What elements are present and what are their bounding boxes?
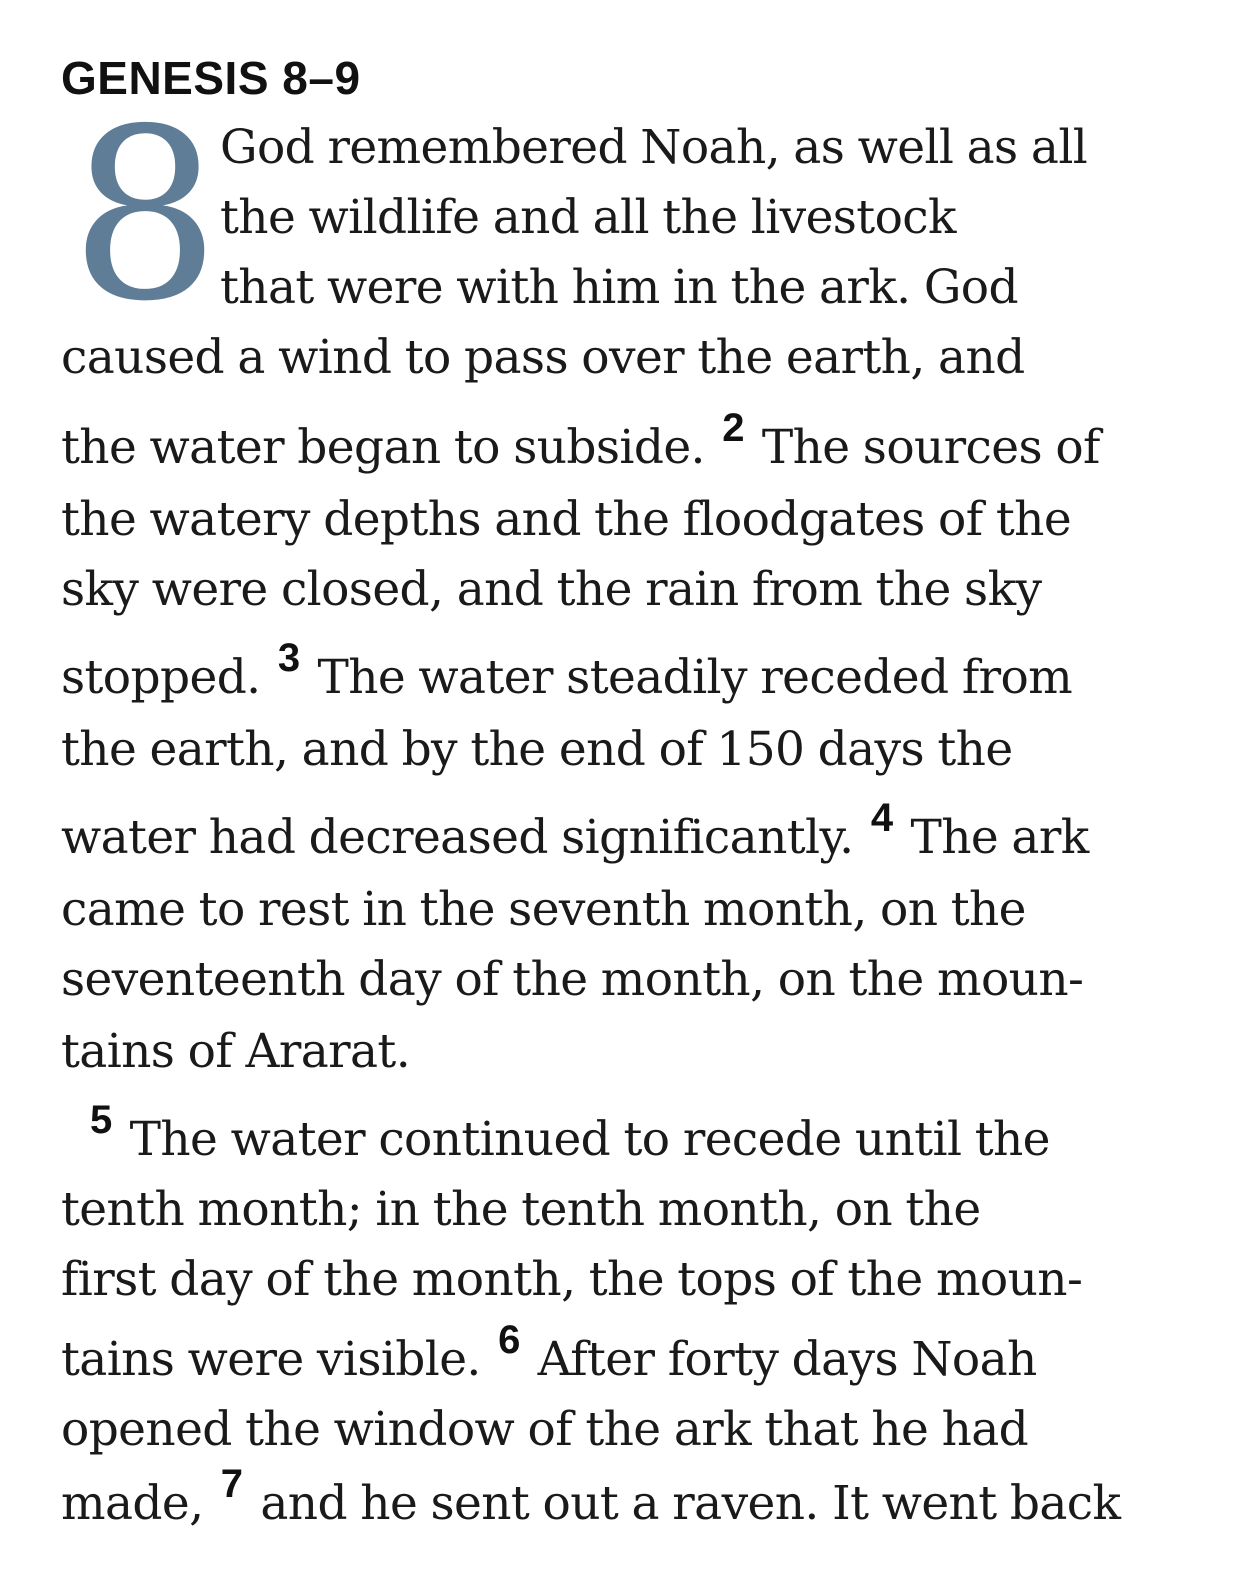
text-line <box>220 258 1018 318</box>
verse-text: After forty days Noah <box>524 1332 1037 1387</box>
verse-text: The water steadily receded from <box>304 650 1073 705</box>
text-line <box>61 720 1013 780</box>
verse-text: water had decreased significantly. <box>61 810 867 865</box>
text-line <box>61 1022 410 1082</box>
verse-text: the wildlife and all the livestock <box>220 190 956 245</box>
text-line <box>61 950 1083 1010</box>
verse-text: sky were closed, and the rain from the sky <box>61 562 1042 617</box>
verse-text: and he sent out a raven. It went back <box>247 1476 1121 1531</box>
text-line <box>61 560 1041 620</box>
verse-number: 5 <box>90 1098 113 1142</box>
text-line <box>220 188 956 248</box>
text-line <box>61 636 1073 710</box>
verse-text: The ark <box>897 810 1089 865</box>
verse-number: 6 <box>498 1318 521 1362</box>
verse-text: stopped. <box>61 650 274 705</box>
chapter-heading: GENESIS 8–9 <box>61 52 361 104</box>
verse-text: The water continued to recede until the <box>116 1112 1050 1167</box>
verse-number: 2 <box>722 406 745 450</box>
text-line <box>86 1098 1050 1172</box>
verse-number: 4 <box>870 796 894 840</box>
verse-text: that were with him in the ark. God <box>220 260 1018 315</box>
verse-text: the watery depths and the floodgates of the <box>61 492 1072 547</box>
verse-text: caused a wind to pass over the earth, and <box>61 330 1025 385</box>
verse-text: came to rest in the seventh month, on the <box>61 882 1026 937</box>
text-line <box>61 406 1100 480</box>
verse-number: 7 <box>220 1462 244 1506</box>
verse-text: God remembered Noah, as well as all <box>220 120 1088 175</box>
verse-text: tenth month; in the tenth month, on the <box>61 1182 981 1237</box>
verse-text: tains of Ararat. <box>61 1024 411 1079</box>
text-line <box>61 1462 1121 1536</box>
text-line <box>61 1318 1037 1392</box>
text-line <box>61 328 1025 388</box>
chapter-drop-cap: 8 <box>70 78 221 353</box>
verse-number: 3 <box>277 636 301 680</box>
verse-text: made, <box>61 1476 217 1531</box>
text-line <box>61 796 1089 870</box>
text-line <box>61 490 1071 550</box>
verse-text: seventeenth day of the month, on the moun- <box>61 952 1084 1007</box>
text-line <box>61 1180 981 1240</box>
text-line <box>220 118 1087 178</box>
verse-text: opened the window of the ark that he had <box>61 1402 1029 1457</box>
verse-text: the earth, and by the end of 150 days the <box>61 722 1013 777</box>
verse-text: tains were visible. <box>61 1332 495 1387</box>
verse-text: first day of the month, the tops of the moun- <box>61 1252 1083 1307</box>
verse-text: the water began to subside. <box>61 420 719 475</box>
verse-text: The sources of <box>748 420 1100 475</box>
text-line <box>61 1400 1028 1460</box>
text-line <box>61 880 1026 940</box>
text-line <box>61 1250 1082 1310</box>
